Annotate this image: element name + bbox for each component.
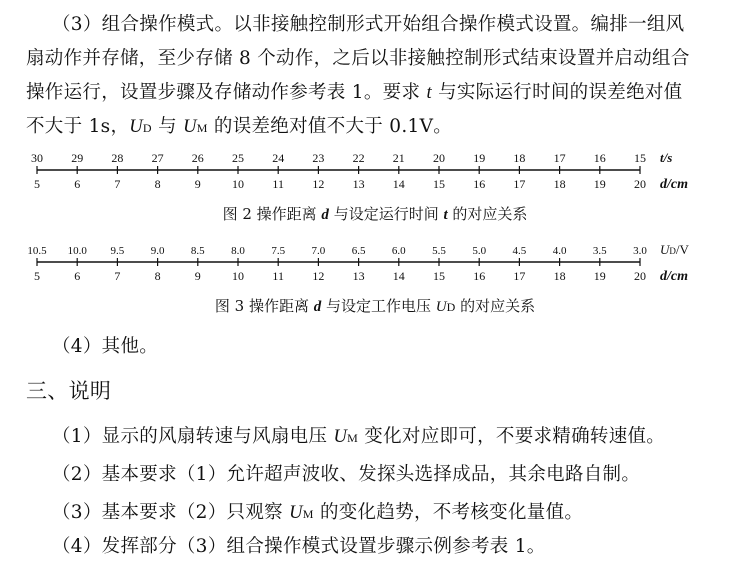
scale-top-tick-label: 10.0 <box>67 245 87 257</box>
para3-line4: 不大于 1s，UD 与 UM 的误差绝对值不大于 0.1V。 <box>26 116 453 137</box>
scale-bottom-tick-label: 17 <box>513 177 526 191</box>
scale-top-tick-label: 3.5 <box>592 245 607 257</box>
scale-bottom-tick-label: 6 <box>74 269 81 283</box>
note-4: （4）发挥部分（3）组合操作模式设置步骤示例参考表 1。 <box>52 536 546 557</box>
para4: （4）其他。 <box>52 336 159 357</box>
scale-top-tick-label: 17 <box>553 151 566 165</box>
scale-bottom-tick-label: 15 <box>433 269 445 283</box>
scale-top-tick-label: 7.5 <box>271 245 286 257</box>
scale-bottom-tick-label: 8 <box>154 177 161 191</box>
scale-top-tick-label: 15 <box>634 151 646 165</box>
scale-bottom-tick-label: 15 <box>433 177 445 191</box>
scale-bottom-unit-label: d/cm <box>660 269 688 284</box>
scale-bottom-tick-label: 19 <box>593 177 606 191</box>
scale-top-tick-label: 9.5 <box>110 245 125 257</box>
scale-bottom-tick-label: 9 <box>194 269 201 283</box>
scale-bottom-tick-label: 11 <box>272 177 284 191</box>
scale-top-tick-label: 4.0 <box>552 245 567 257</box>
scale-bottom-tick-label: 14 <box>392 269 405 283</box>
distance-time-scale <box>0 146 750 196</box>
scale-top-unit-label: UD/V <box>660 242 689 257</box>
scale-bottom-tick-label: 16 <box>473 177 486 191</box>
scale-bottom-tick-label: 14 <box>392 177 405 191</box>
scale-bottom-tick-label: 19 <box>593 269 606 283</box>
scale-top-tick-label: 24 <box>272 151 285 165</box>
scale-bottom-tick-label: 12 <box>312 269 325 283</box>
scale-top-tick-label: 22 <box>352 151 365 165</box>
scale-top-tick-label: 25 <box>232 151 244 165</box>
scale-top-tick-label: 28 <box>111 151 124 165</box>
scale-top-tick-label: 27 <box>151 151 164 165</box>
note-3: （3）基本要求（2）只观察 UM 的变化趋势，不考核变化量值。 <box>52 502 584 523</box>
scale-top-tick-label: 8.5 <box>190 245 205 257</box>
scale-bottom-unit-label: d/cm <box>660 177 688 192</box>
scale-bottom-tick-label: 5 <box>34 177 40 191</box>
scale-top-tick-label: 5.5 <box>432 245 446 257</box>
scale-bottom-tick-label: 16 <box>473 269 486 283</box>
scale-bottom-tick-label: 8 <box>154 269 161 283</box>
scale-top-tick-label: 4.5 <box>512 245 527 257</box>
scale-bottom-tick-label: 10 <box>232 177 244 191</box>
para3-line1: （3）组合操作模式。以非接触控制形式开始组合操作模式设置。编排一组风 <box>52 14 685 35</box>
scale-top-tick-label: 23 <box>312 151 325 165</box>
scale-top-tick-label: 21 <box>392 151 405 165</box>
scale-top-tick-label: 10.5 <box>27 245 47 257</box>
scale-bottom-tick-label: 5 <box>34 269 40 283</box>
scale-bottom-tick-label: 6 <box>74 177 81 191</box>
scale-top-tick-label: 8.0 <box>231 245 245 257</box>
scale-top-tick-label: 3.0 <box>633 245 647 257</box>
scale-top-tick-label: 26 <box>191 151 204 165</box>
scale-bottom-tick-label: 7 <box>114 269 121 283</box>
scale-bottom-tick-label: 13 <box>352 177 365 191</box>
scale-top-tick-label: 16 <box>593 151 606 165</box>
scale-bottom-tick-label: 18 <box>553 177 566 191</box>
scale-bottom-tick-label: 12 <box>312 177 325 191</box>
note-2: （2）基本要求（1）允许超声波收、发探头选择成品，其余电路自制。 <box>52 464 641 485</box>
note-1: （1）显示的风扇转速与风扇电压 UM 变化对应即可，不要求精确转速值。 <box>52 426 666 447</box>
figure-2-caption: 图 2 操作距离 d 与设定运行时间 t 的对应关系 <box>222 205 528 223</box>
scale-top-tick-label: 29 <box>71 151 84 165</box>
section-heading: 三、说明 <box>26 379 112 403</box>
scale-top-unit-label: t/s <box>660 150 673 165</box>
scale-top-tick-label: 7.0 <box>311 245 326 257</box>
scale-bottom-tick-label: 17 <box>513 269 526 283</box>
scale-top-tick-label: 5.0 <box>472 245 487 257</box>
scale-bottom-tick-label: 10 <box>232 269 244 283</box>
figure-3-caption: 图 3 操作距离 d 与设定工作电压 UD 的对应关系 <box>214 297 536 315</box>
para3-line3: 操作运行，设置步骤及存储动作参考表 1。要求 t 与实际运行时间的误差绝对值 <box>26 82 683 103</box>
distance-voltage-scale <box>0 238 750 288</box>
scale-top-tick-label: 6.5 <box>351 245 366 257</box>
scale-bottom-tick-label: 20 <box>634 177 646 191</box>
scale-top-tick-label: 30 <box>31 151 43 165</box>
para3-line2: 扇动作并存储，至少存储 8 个动作，之后以非接触控制形式结束设置并启动组合 <box>26 48 690 69</box>
scale-bottom-tick-label: 13 <box>352 269 365 283</box>
scale-top-tick-label: 19 <box>473 151 486 165</box>
scale-bottom-tick-label: 11 <box>272 269 284 283</box>
scale-top-tick-label: 9.0 <box>150 245 165 257</box>
scale-bottom-tick-label: 9 <box>194 177 201 191</box>
scale-top-tick-label: 18 <box>513 151 526 165</box>
scale-bottom-tick-label: 20 <box>634 269 646 283</box>
scale-bottom-tick-label: 7 <box>114 177 121 191</box>
scale-top-tick-label: 6.0 <box>391 245 406 257</box>
scale-top-tick-label: 20 <box>433 151 445 165</box>
scale-bottom-tick-label: 18 <box>553 269 566 283</box>
